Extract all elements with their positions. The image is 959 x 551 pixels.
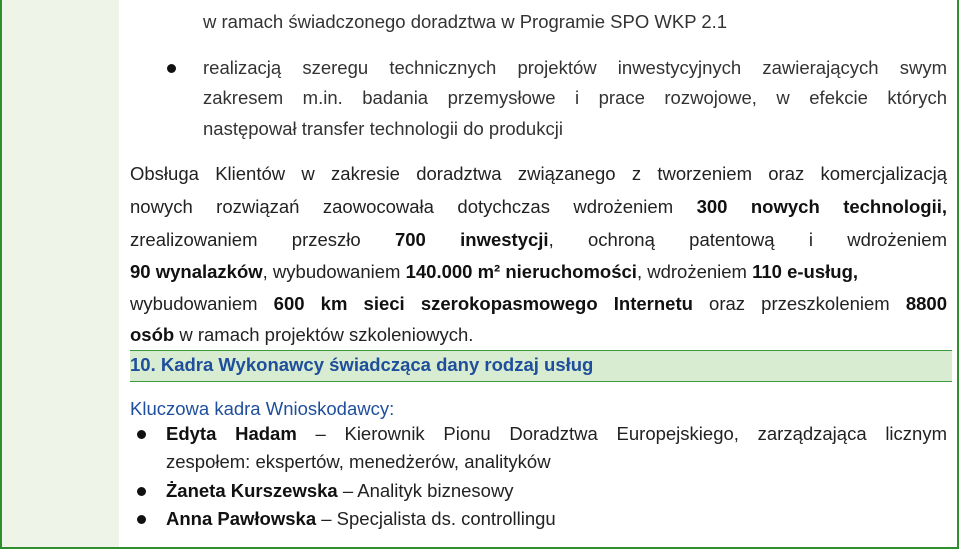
paragraph-line2 [130, 195, 947, 219]
text-run: zrealizowaniem przeszło [130, 229, 395, 250]
staff-item-3 [166, 507, 556, 531]
bold-figure: 700 inwestycji [394, 229, 549, 250]
bold-figure: 8800 [905, 293, 947, 314]
bold-figure: 110 e-usług, [752, 261, 859, 282]
text-run: w ramach projektów szkoleniowych. [174, 324, 474, 345]
paragraph-line3 [130, 228, 947, 252]
text-run: nowych rozwiązań zaowocowała dotychczas wdrożeniem [130, 196, 697, 217]
paragraph-line1: Obsługa Klientów w zakresie doradztwa związanego z tworzeniem oraz komercjalizacją [130, 163, 947, 184]
bold-figure: osób [130, 324, 175, 345]
bullet-text-line2: zakresem m.in. badania przemysłowe i prace rozwojowe, w efekcie których [203, 87, 947, 108]
text-run: wybudowaniem [130, 293, 274, 314]
text-run: oraz przeszkoleniem [692, 293, 906, 314]
paragraph-line4 [130, 260, 858, 284]
bullet-icon [137, 515, 146, 524]
bullet-icon [137, 487, 146, 496]
bold-figure: 600 km sieci szerokopasmowego Internetu [273, 293, 693, 314]
staff-role: – Kierownik Pionu Doradztwa Europejskiego, zarządzająca licznym [296, 423, 947, 444]
staff-item-1-line2: zespołem: ekspertów, menedżerów, analityków [166, 451, 551, 472]
section-heading: 10. Kadra Wykonawcy świadcząca dany rodzaj usług [130, 354, 594, 375]
bold-figure: 140.000 m² nieruchomości [405, 261, 637, 282]
staff-role: – Specjalista ds. controllingu [316, 508, 556, 529]
staff-name: Edyta Hadam [166, 423, 297, 444]
staff-name: Żaneta Kurszewska [166, 480, 338, 501]
bullet-text-line3: następował transfer technologii do produkcji [203, 118, 563, 139]
intro-line: w ramach świadczonego doradztwa w Programie SPO WKP 2.1 [203, 11, 728, 32]
bold-figure: 90 wynalazków [130, 261, 263, 282]
subheading: Kluczowa kadra Wnioskodawcy: [130, 398, 395, 419]
staff-role: – Analityk biznesowy [337, 480, 514, 501]
section-heading-bar [130, 350, 952, 382]
staff-item-2 [166, 479, 514, 503]
bullet-text-line1: realizacją szeregu technicznych projektów inwestycyjnych zawierających swym [203, 57, 947, 78]
bold-figure: 300 nowych technologii, [696, 196, 947, 217]
text-run: , ochroną patentową i wdrożeniem [548, 229, 947, 250]
text-run: , wdrożeniem [636, 261, 753, 282]
paragraph-line6 [130, 323, 473, 347]
staff-name: Anna Pawłowska [166, 508, 317, 529]
bullet-icon [167, 64, 176, 73]
staff-item-1-line1 [166, 422, 947, 446]
paragraph-line5 [130, 292, 947, 316]
text-run: , wybudowaniem [262, 261, 406, 282]
bullet-icon [137, 430, 146, 439]
